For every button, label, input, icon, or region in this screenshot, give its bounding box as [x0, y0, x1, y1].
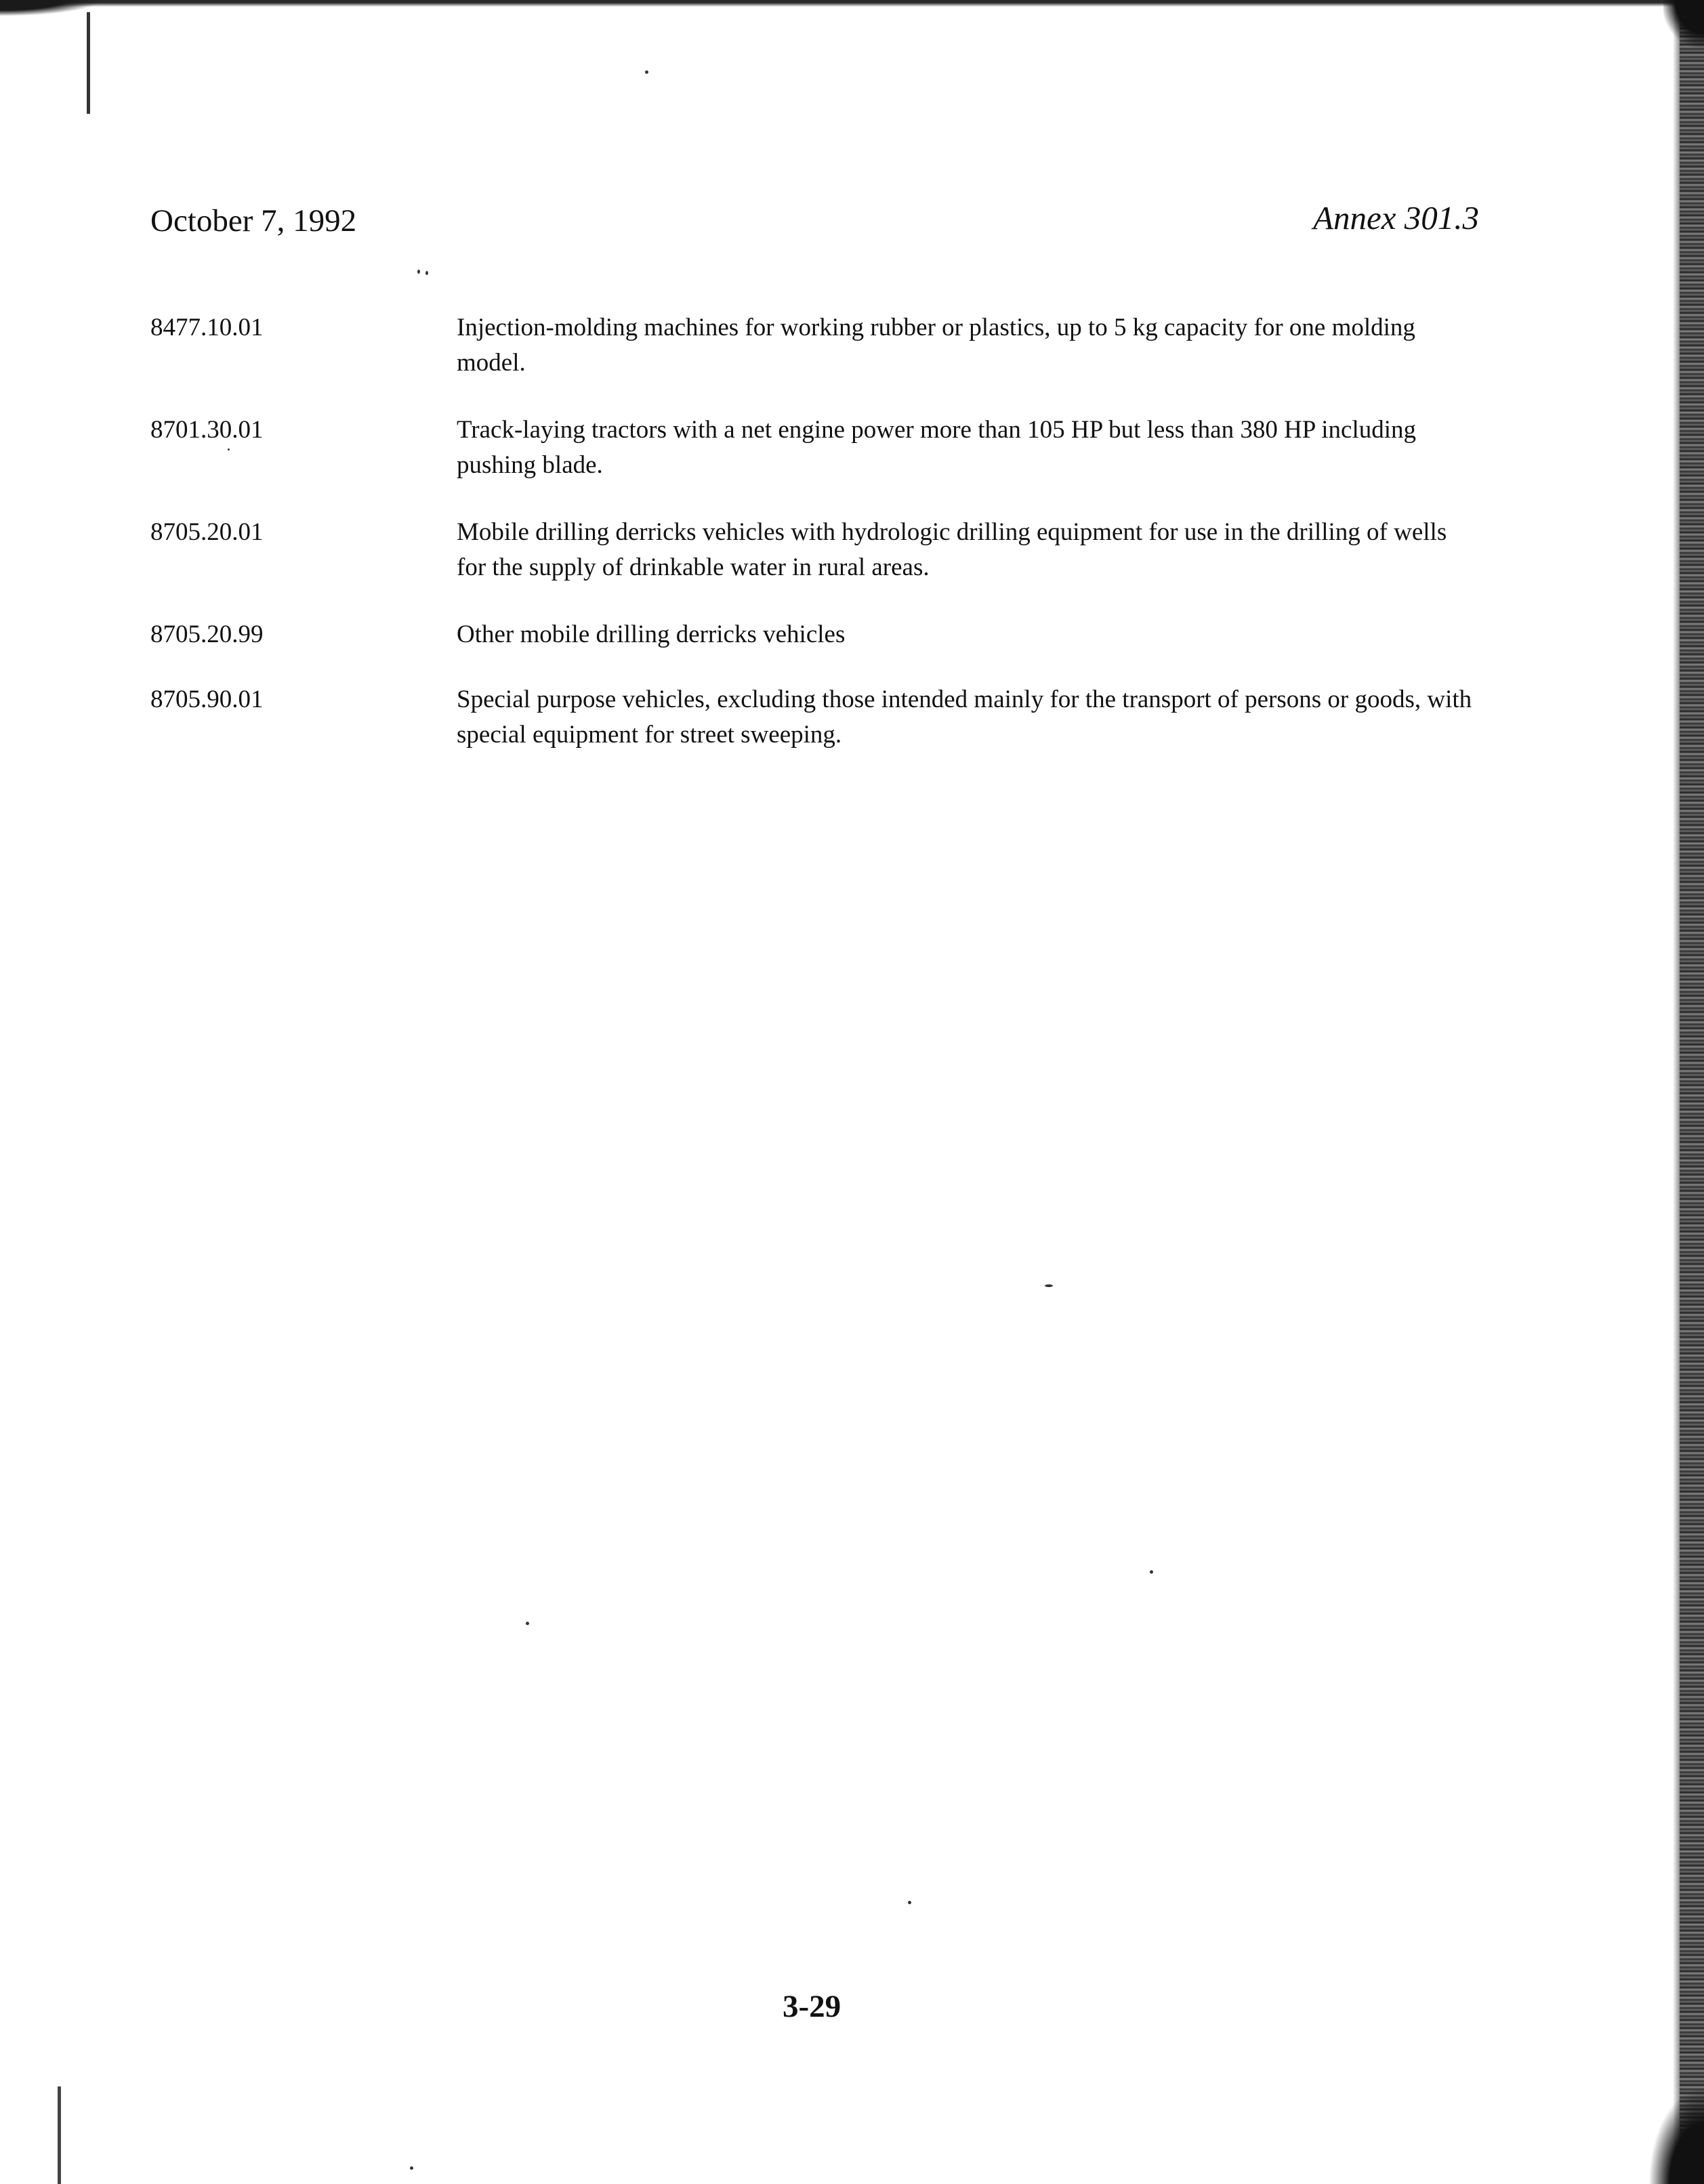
scan-speck — [425, 271, 428, 275]
document-date: October 7, 1992 — [150, 203, 357, 238]
scan-speck — [526, 1622, 529, 1625]
scan-right-edge — [1680, 0, 1704, 2184]
scan-right-edge-shadow — [1673, 0, 1680, 2184]
tariff-code: 8705.90.01 — [150, 686, 264, 713]
tariff-code: 8705.20.01 — [150, 518, 264, 546]
tariff-description: Track-laying tractors with a net engine power more than 105 HP but less than 380 HP including pushing blade. — [457, 416, 1417, 479]
scan-speck — [1045, 1284, 1053, 1287]
tariff-entry — [150, 310, 1478, 381]
scan-speck — [645, 70, 648, 74]
scan-speck — [1150, 1570, 1153, 1574]
tariff-entries-list — [150, 310, 1478, 753]
tariff-code: 8705.20.99 — [150, 621, 264, 648]
tariff-description: Mobile drilling derricks vehicles with hydrologic drilling equipment for use in the drilling of wells for the supply of drinkable water in rural areas. — [457, 518, 1447, 581]
scan-speck — [908, 1901, 911, 1904]
annex-label: Annex 301.3 — [1313, 199, 1479, 236]
tariff-description: Injection-molding machines for working rubber or plastics, up to 5 kg capacity for one molding model. — [457, 314, 1415, 377]
tariff-code: 8701.30.01 — [150, 416, 264, 444]
tariff-entry — [150, 682, 1478, 753]
tariff-code: 8477.10.01 — [150, 314, 264, 341]
scan-top-edge — [0, 0, 1704, 7]
scan-speck — [417, 270, 420, 274]
page-number: 3-29 — [783, 1989, 841, 2024]
tariff-description: Special purpose vehicles, excluding those intended mainly for the transport of persons or goods, with special equipment for street sweeping. — [457, 686, 1472, 749]
tariff-entry — [150, 515, 1478, 585]
tariff-description: Other mobile drilling derricks vehicles — [457, 621, 846, 648]
scan-right-corner — [1663, 0, 1704, 47]
scan-left-edge-mark — [87, 12, 90, 114]
scan-left-edge-mark-bottom — [58, 2086, 61, 2184]
scan-speck — [410, 2166, 413, 2170]
tariff-entry — [150, 413, 1478, 483]
scan-right-bottom-corner — [1650, 2089, 1704, 2184]
tariff-entry — [150, 617, 1478, 652]
